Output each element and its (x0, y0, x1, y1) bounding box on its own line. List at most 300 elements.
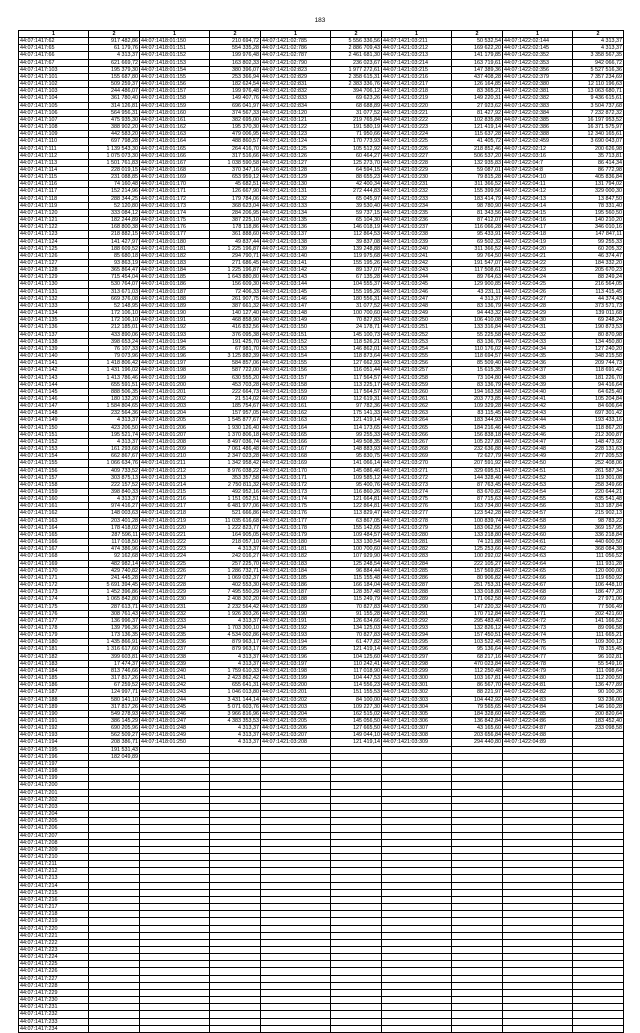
value-cell: 7 357 234,69 (573, 73, 624, 80)
value-cell: 121 419,14 (331, 646, 382, 653)
value-cell: 4 313,37 (210, 617, 261, 624)
value-cell (331, 1018, 382, 1025)
cadastral-number-cell: 44:07:1418:01:230 (140, 596, 210, 603)
value-cell: 170 773,93 (331, 138, 382, 145)
cadastral-number-cell: 44:07:1422:02:459 (503, 138, 573, 145)
table-row (19, 317, 624, 324)
cadastral-number-cell: 44:07:1418:01:168 (140, 166, 210, 173)
table-row (19, 889, 624, 896)
value-cell: 7 232 872,32 (573, 109, 624, 116)
cadastral-number-cell (382, 775, 452, 782)
cadastral-number-cell (503, 861, 573, 868)
cadastral-number-cell: 44:07:1421:03:300 (382, 675, 452, 682)
value-cell: 220 644,21 (573, 489, 624, 496)
table-row (19, 360, 624, 367)
cadastral-number-cell: 44:07:1417:121 (19, 217, 89, 224)
cadastral-number-cell: 44:07:1422:04:53 (503, 481, 573, 488)
cadastral-number-cell: 44:07:1421:03:273 (382, 481, 452, 488)
cadastral-number-cell (140, 753, 210, 760)
cadastral-number-cell: 44:07:1417:212 (19, 868, 89, 875)
table-row (19, 589, 624, 596)
value-cell: 64 625,40 (573, 388, 624, 395)
value-cell (573, 775, 624, 782)
cadastral-number-cell (382, 997, 452, 1004)
value-cell: 442 583,20 (89, 131, 140, 138)
cadastral-number-cell: 44:07:1422:04:67 (503, 582, 573, 589)
value-cell: 313 187,84 (573, 503, 624, 510)
cadastral-number-cell (503, 896, 573, 903)
cadastral-number-cell: 44:07:1417:122 (19, 224, 89, 231)
value-cell (331, 1011, 382, 1018)
cadastral-number-cell: 44:07:1421:03:124 (261, 138, 331, 145)
cadastral-number-cell (503, 768, 573, 775)
cadastral-number-cell (261, 896, 331, 903)
value-cell: 110 176,02 (452, 345, 503, 352)
value-cell (89, 875, 140, 882)
cadastral-number-cell (382, 975, 452, 982)
cadastral-number-cell: 44:07:1421:02:831 (261, 81, 331, 88)
cadastral-number-cell: 44:07:1421:03:160 (261, 395, 331, 402)
cadastral-number-cell: 44:07:1422:04:20 (503, 245, 573, 252)
cadastral-number-cell: 44:07:1422:04:22 (503, 260, 573, 267)
value-cell: 95 136,64 (452, 646, 503, 653)
cadastral-number-cell (503, 1011, 573, 1018)
value-cell: 84 606,64 (573, 403, 624, 410)
value-cell: 79 565,65 (452, 703, 503, 710)
cadastral-number-cell (503, 961, 573, 968)
cadastral-number-cell (382, 911, 452, 918)
cadastral-number-cell: 44:07:1417:65 (19, 45, 89, 52)
value-cell (210, 982, 261, 989)
cadastral-number-cell (261, 997, 331, 1004)
cadastral-number-cell: 44:07:1421:03:122 (261, 124, 331, 131)
cadastral-number-cell: 44:07:1421:03:222 (382, 116, 452, 123)
cadastral-number-cell: 44:07:1421:03:174 (261, 496, 331, 503)
value-cell: 67 135,28 (331, 274, 382, 281)
value-cell: 63 867,05 (331, 517, 382, 524)
cadastral-number-cell (382, 818, 452, 825)
table-row (19, 539, 624, 546)
cadastral-number-cell: 44:07:1417:145 (19, 388, 89, 395)
table-row (19, 775, 624, 782)
cadastral-number-cell (503, 997, 573, 1004)
table-row (19, 245, 624, 252)
value-cell: 194 163,58 (452, 388, 503, 395)
cadastral-number-cell: 44:07:1417:211 (19, 861, 89, 868)
value-cell: 133 316,84 (452, 324, 503, 331)
cadastral-number-cell: 44:07:1417:214 (19, 882, 89, 889)
value-cell (331, 925, 382, 932)
value-cell: 140 210,20 (573, 217, 624, 224)
value-cell: 1 069 032,37 (210, 574, 261, 581)
table-row (19, 209, 624, 216)
table-row (19, 1025, 624, 1032)
cadastral-number-cell: 44:07:1421:03:175 (261, 503, 331, 510)
cadastral-number-cell (261, 932, 331, 939)
cadastral-number-cell (503, 811, 573, 818)
cadastral-number-cell: 44:07:1421:03:156 (261, 367, 331, 374)
value-cell: 199 976,48 (210, 52, 261, 59)
cadastral-number-cell: 44:07:1418:01:238 (140, 653, 210, 660)
table-row (19, 59, 624, 66)
value-cell: 156 609,30 (210, 281, 261, 288)
value-cell: 191 425,70 (210, 338, 261, 345)
value-cell: 86 567,70 (452, 682, 503, 689)
cadastral-number-cell: 44:07:1417:185 (19, 675, 89, 682)
value-cell: 386 145,29 (89, 718, 140, 725)
value-cell: 169 622,20 (452, 45, 503, 52)
cadastral-number-cell: 44:07:1421:03:228 (382, 159, 452, 166)
cadastral-number-cell (140, 796, 210, 803)
cadastral-number-cell: 44:07:1421:03:203 (261, 703, 331, 710)
value-cell: 86 772,98 (573, 166, 624, 173)
cadastral-number-cell (382, 760, 452, 767)
cadastral-number-cell: 44:07:1421:03:205 (261, 718, 331, 725)
cadastral-number-cell: 44:07:1421:03:135 (261, 217, 331, 224)
cadastral-number-cell: 44:07:1417:144 (19, 381, 89, 388)
cadastral-number-cell (261, 939, 331, 946)
value-cell: 475 935,30 (89, 116, 140, 123)
cadastral-number-cell: 44:07:1418:01:183 (140, 260, 210, 267)
value-cell: 253 366,94 (210, 73, 261, 80)
cadastral-number-cell: 44:07:1418:01:231 (140, 603, 210, 610)
value-cell (210, 746, 261, 753)
cadastral-number-cell: 44:07:1421:03:186 (261, 582, 331, 589)
value-cell: 69 502,32 (452, 238, 503, 245)
cadastral-number-cell: 44:07:1418:01:172 (140, 195, 210, 202)
table-row (19, 782, 624, 789)
cadastral-number-cell: 44:07:1421:03:303 (382, 696, 452, 703)
cadastral-number-cell: 44:07:1418:01:196 (140, 353, 210, 360)
value-cell: 88 249,24 (573, 274, 624, 281)
cadastral-number-cell: 44:07:1421:03:218 (382, 88, 452, 95)
value-cell: 91 155,28 (331, 610, 382, 617)
cadastral-number-cell: 44:07:1421:03:164 (261, 424, 331, 431)
cadastral-number-cell: 44:07:1417:138 (19, 338, 89, 345)
cadastral-number-cell (140, 775, 210, 782)
cadastral-number-cell (140, 811, 210, 818)
cadastral-number-cell: 44:07:1421:03:285 (382, 567, 452, 574)
cadastral-number-cell (140, 997, 210, 1004)
value-cell (452, 853, 503, 860)
cadastral-number-cell: 44:07:1418:01:217 (140, 503, 210, 510)
value-cell: 173 136,35 (89, 632, 140, 639)
value-cell (89, 947, 140, 954)
value-cell: 83 115,45 (452, 410, 503, 417)
value-cell: 155 195,26 (331, 260, 382, 267)
value-cell: 468 858,90 (210, 317, 261, 324)
cadastral-number-cell: 44:07:1421:03:199 (261, 675, 331, 682)
value-cell (331, 911, 382, 918)
cadastral-number-cell: 44:07:1422:04:64 (503, 560, 573, 567)
table-row (19, 231, 624, 238)
cadastral-number-cell (503, 853, 573, 860)
cadastral-number-cell: 44:07:1417:207 (19, 832, 89, 839)
value-cell: 228 019,15 (89, 166, 140, 173)
cadastral-number-cell: 44:07:1421:03:172 (261, 481, 331, 488)
cadastral-number-cell: 44:07:1417:220 (19, 925, 89, 932)
value-cell: 346 010,16 (573, 224, 624, 231)
cadastral-number-cell: 44:07:1418:01:186 (140, 281, 210, 288)
cadastral-number-cell: 44:07:1421:03:250 (382, 317, 452, 324)
value-cell (573, 882, 624, 889)
cadastral-number-cell: 44:07:1421:03:144 (261, 281, 331, 288)
cadastral-number-cell: 44:07:1421:03:125 (261, 145, 331, 152)
cadastral-number-cell (140, 839, 210, 846)
value-cell (210, 875, 261, 882)
value-cell: 199 976,48 (210, 88, 261, 95)
table-row (19, 961, 624, 968)
cadastral-number-cell (382, 803, 452, 810)
value-cell: 669 376,08 (89, 295, 140, 302)
cadastral-number-cell (140, 982, 210, 989)
value-cell: 155 142,65 (331, 524, 382, 531)
value-cell: 110 242,41 (331, 660, 382, 667)
value-cell (210, 1025, 261, 1032)
value-cell: 1 316 617,60 (89, 646, 140, 653)
cadastral-number-cell: 44:07:1421:03:239 (382, 238, 452, 245)
cadastral-number-cell: 44:07:1422:04:73 (503, 624, 573, 631)
cadastral-number-cell: 44:07:1421:03:212 (382, 45, 452, 52)
cadastral-number-cell: 44:07:1418:01:205 (140, 417, 210, 424)
value-cell: 2 347 023,28 (210, 453, 261, 460)
table-row (19, 73, 624, 80)
value-cell (331, 789, 382, 796)
cadastral-number-cell: 44:07:1421:03:267 (382, 438, 452, 445)
table-row (19, 660, 624, 667)
value-cell: 1 038 590,58 (210, 159, 261, 166)
cadastral-number-cell: 44:07:1417:183 (19, 660, 89, 667)
cadastral-number-cell: 44:07:1421:03:179 (261, 531, 331, 538)
value-cell: 122 864,81 (331, 503, 382, 510)
table-row (19, 131, 624, 138)
value-cell: 314 126,81 (89, 102, 140, 109)
value-cell: 109 585,12 (331, 474, 382, 481)
value-cell: 69 623,26 (331, 95, 382, 102)
value-cell (452, 768, 503, 775)
cadastral-number-cell: 44:07:1421:02:823 (261, 66, 331, 73)
cadastral-number-cell: 44:07:1417:219 (19, 918, 89, 925)
cadastral-number-cell: 44:07:1422:04:56 (503, 503, 573, 510)
table-row (19, 295, 624, 302)
value-cell: 635 541,48 (573, 496, 624, 503)
value-cell (452, 997, 503, 1004)
cadastral-number-cell: 44:07:1418:01:244 (140, 696, 210, 703)
value-cell: 655 641,31 (210, 682, 261, 689)
value-cell: 39 837,08 (331, 238, 382, 245)
value-cell: 251 753,31 (452, 582, 503, 589)
cadastral-number-cell: 44:07:1422:02:381 (503, 88, 573, 95)
cadastral-number-cell: 44:07:1421:03:268 (382, 446, 452, 453)
value-cell: 200 820,64 (573, 710, 624, 717)
table-row (19, 195, 624, 202)
value-cell: 175 141,33 (331, 410, 382, 417)
cadastral-number-cell: 44:07:1421:03:211 (382, 38, 452, 45)
cadastral-number-cell: 44:07:1421:03:269 (382, 453, 452, 460)
cadastral-number-cell: 44:07:1417:153 (19, 446, 89, 453)
value-cell: 99 255,33 (573, 238, 624, 245)
cadastral-number-cell (503, 989, 573, 996)
cadastral-number-cell: 44:07:1421:03:206 (261, 725, 331, 732)
cadastral-number-cell: 44:07:1421:03:288 (382, 589, 452, 596)
cadastral-number-cell (261, 796, 331, 803)
cadastral-number-cell (503, 789, 573, 796)
cadastral-number-cell: 44:07:1417:231 (19, 1004, 89, 1011)
cadastral-number-cell: 44:07:1422:04:17 (503, 224, 573, 231)
value-cell (210, 882, 261, 889)
cadastral-number-cell: 44:07:1421:03:197 (261, 660, 331, 667)
table-row (19, 632, 624, 639)
value-cell: 580 141,10 (89, 696, 140, 703)
cadastral-number-cell: 44:07:1421:03:252 (382, 331, 452, 338)
value-cell: 145 056,50 (331, 718, 382, 725)
value-cell: 43 231,11 (452, 288, 503, 295)
value-cell: 258 349,66 (573, 481, 624, 488)
value-cell (573, 746, 624, 753)
value-cell: 109 227,30 (331, 703, 382, 710)
value-cell (210, 997, 261, 1004)
value-cell (89, 861, 140, 868)
cadastral-number-cell: 44:07:1421:03:213 (382, 52, 452, 59)
value-cell: 141 066,14 (331, 460, 382, 467)
value-cell: 222 664,73 (210, 388, 261, 395)
cadastral-number-cell: 44:07:1417:222 (19, 939, 89, 946)
cadastral-number-cell: 44:07:1422:04:39 (503, 381, 573, 388)
value-cell (89, 911, 140, 918)
cadastral-number-cell (140, 853, 210, 860)
value-cell (210, 796, 261, 803)
table-row (19, 739, 624, 746)
cadastral-number-cell: 44:07:1417:165 (19, 531, 89, 538)
value-cell: 1 930 126,40 (210, 424, 261, 431)
cadastral-number-cell: 44:07:1421:03:234 (382, 202, 452, 209)
cadastral-number-cell: 44:07:1418:01:163 (140, 131, 210, 138)
cadastral-number-cell (382, 968, 452, 975)
value-cell: 89 764,63 (452, 274, 503, 281)
value-cell: 488 860,57 (210, 138, 261, 145)
value-cell: 76 107,33 (89, 345, 140, 352)
cadastral-number-cell: 44:07:1421:03:214 (382, 59, 452, 66)
cadastral-number-cell: 44:07:1421:03:290 (382, 603, 452, 610)
cadastral-number-cell: 44:07:1422:04:11 (503, 181, 573, 188)
value-cell (210, 925, 261, 932)
cadastral-number-cell (503, 918, 573, 925)
cadastral-number-cell: 44:07:1421:03:232 (382, 188, 452, 195)
value-cell: 9 436 615,61 (573, 95, 624, 102)
table-row (19, 38, 624, 45)
cadastral-number-cell: 44:07:1422:04:54 (503, 489, 573, 496)
value-cell: 90 100,26 (573, 689, 624, 696)
value-cell: 715 454,04 (89, 274, 140, 281)
cadastral-number-cell (261, 918, 331, 925)
value-cell (573, 939, 624, 946)
value-cell: 1 545 877,67 (210, 417, 261, 424)
cadastral-number-cell: 44:07:1417:196 (19, 753, 89, 760)
value-cell (89, 839, 140, 846)
cadastral-number-cell: 44:07:1422:04:47 (503, 438, 573, 445)
cadastral-number-cell: 44:07:1421:03:227 (382, 152, 452, 159)
cadastral-number-cell (382, 875, 452, 882)
cadastral-number-cell (382, 1018, 452, 1025)
value-cell: 13 847,50 (573, 195, 624, 202)
value-cell (210, 846, 261, 853)
value-cell (331, 982, 382, 989)
value-cell (573, 896, 624, 903)
cadastral-number-cell: 44:07:1421:03:127 (261, 159, 331, 166)
cadastral-number-cell: 44:07:1417:125 (19, 245, 89, 252)
value-cell (210, 1011, 261, 1018)
value-cell: 317 817,26 (89, 703, 140, 710)
value-cell: 70 827,83 (331, 632, 382, 639)
cadastral-number-cell: 44:07:1421:03:130 (261, 181, 331, 188)
value-cell: 115 637,28 (452, 131, 503, 138)
cadastral-number-cell: 44:07:1418:01:215 (140, 489, 210, 496)
value-cell: 97 782,36 (331, 403, 382, 410)
value-cell: 311 366,52 (452, 245, 503, 252)
cadastral-number-cell: 44:07:1421:03:261 (382, 395, 452, 402)
value-cell: 374 567,33 (210, 109, 261, 116)
value-cell: 4 313,37 (210, 660, 261, 667)
value-cell: 155 687,80 (89, 73, 140, 80)
value-cell: 317 516,66 (210, 152, 261, 159)
value-cell (210, 947, 261, 954)
cadastral-number-cell (261, 853, 331, 860)
value-cell (573, 918, 624, 925)
value-cell (452, 861, 503, 868)
value-cell: 429 740,82 (89, 567, 140, 574)
value-cell: 479 006,95 (210, 131, 261, 138)
cadastral-number-cell: 44:07:1417:164 (19, 524, 89, 531)
value-cell: 587 722,00 (210, 367, 261, 374)
value-cell: 365 864,47 (89, 267, 140, 274)
value-cell: 3 690 043,07 (573, 138, 624, 145)
cadastral-number-cell (261, 882, 331, 889)
value-cell: 5 071 603,76 (210, 703, 261, 710)
value-cell: 79 815,28 (452, 174, 503, 181)
value-cell (210, 911, 261, 918)
table-row (19, 267, 624, 274)
value-cell (573, 768, 624, 775)
cadastral-number-cell: 44:07:1417:184 (19, 667, 89, 674)
value-cell (452, 811, 503, 818)
value-cell: 182 244,89 (89, 217, 140, 224)
value-cell (210, 868, 261, 875)
value-cell: 64 594,15 (331, 166, 382, 173)
cadastral-number-cell: 44:07:1422:04:31 (503, 324, 573, 331)
cadastral-number-cell: 44:07:1421:03:284 (382, 560, 452, 567)
cadastral-number-cell: 44:07:1418:01:239 (140, 660, 210, 667)
cadastral-number-cell: 44:07:1421:03:281 (382, 539, 452, 546)
cadastral-number-cell (503, 875, 573, 882)
value-cell (452, 989, 503, 996)
value-cell (89, 868, 140, 875)
cadastral-number-cell: 44:07:1418:01:188 (140, 295, 210, 302)
cadastral-number-cell: 44:07:1421:03:292 (382, 617, 452, 624)
value-cell: 12 340 165,61 (573, 131, 624, 138)
cadastral-number-cell: 44:07:1418:01:173 (140, 202, 210, 209)
value-cell: 147 389,36 (452, 66, 503, 73)
cadastral-number-cell: 44:07:1421:03:230 (382, 174, 452, 181)
column-header: 1 (140, 31, 210, 38)
cadastral-number-cell (261, 753, 331, 760)
table-row (19, 524, 624, 531)
cadastral-number-cell: 44:07:1421:02:790 (261, 59, 331, 66)
cadastral-number-cell: 44:07:1422:04:46 (503, 431, 573, 438)
value-cell: 399 603,81 (89, 653, 140, 660)
value-cell: 562 509,27 (89, 732, 140, 739)
cadastral-number-cell: 44:07:1418:01:237 (140, 646, 210, 653)
cadastral-number-cell: 44:07:1417:206 (19, 825, 89, 832)
